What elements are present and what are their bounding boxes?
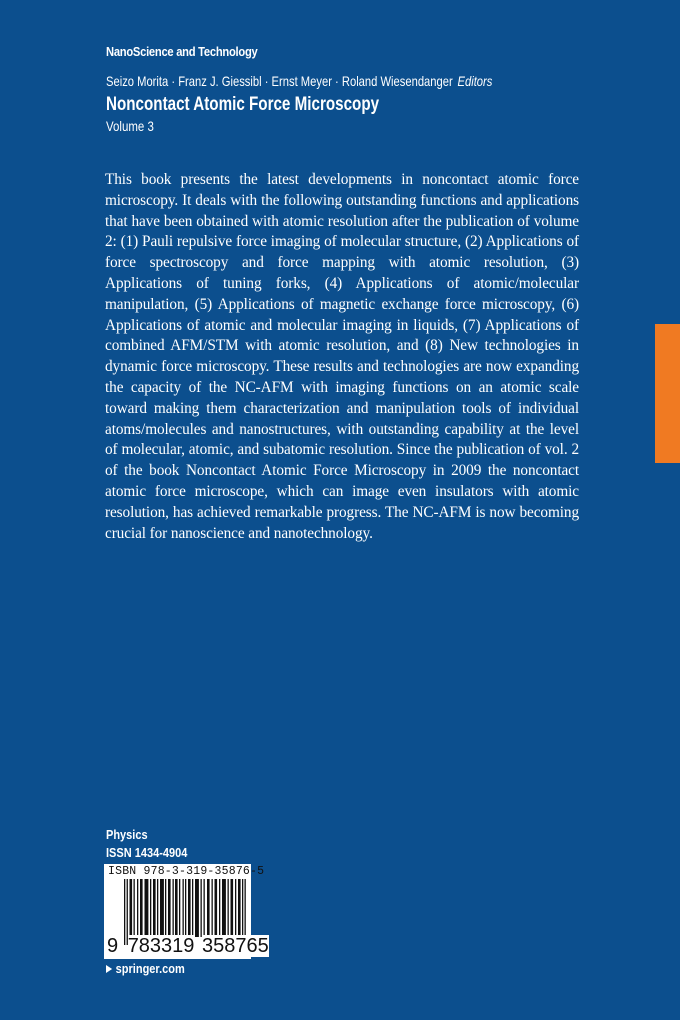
isbn-text: ISBN 978-3-319-35876-5 bbox=[108, 865, 265, 878]
orange-accent-tab bbox=[655, 324, 680, 463]
series-name: NanoScience and Technology bbox=[106, 44, 258, 59]
publisher-link-text: springer.com bbox=[115, 962, 185, 976]
subject-label: Physics bbox=[106, 828, 148, 842]
editors-line bbox=[106, 73, 492, 89]
ean-digits bbox=[107, 935, 269, 957]
issn-label: ISSN 1434-4904 bbox=[106, 846, 188, 860]
ean-first-digit: 9 bbox=[107, 935, 119, 957]
author-names: Seizo Morita · Franz J. Giessibl · Ernst Meyer · Roland Wiesendanger bbox=[106, 73, 453, 89]
ean-group-1: 783319 bbox=[127, 935, 195, 957]
volume-label: Volume 3 bbox=[106, 118, 154, 134]
publisher-link[interactable] bbox=[106, 962, 185, 976]
play-arrow-icon bbox=[106, 965, 112, 973]
book-description: This book presents the latest developments in noncontact atomic force microscopy. It deals with the following outstanding functions and applications that have been obtained with atomic resolution after the publication of volume 2: (1) Pauli repulsive force imaging of molecular structure, (2) Applications of force spectroscopy and force mapping with atomic resolution, (3) Applications of tuning forks, (4) Applications of atomic/molecular manipulation, (5) Applications of magnetic exchange force microscopy, (6) Applications of atomic and molecular imaging in liquids, (7) Applications of combined AFM/STM with atomic resolution, and (8) New technologies in dynamic force microscopy. These results and technologies are now expanding the capacity of the NC-AFM with imaging functions on an atomic scale toward making them characterization and manipulation tools of individual atoms/molecules and nanostructures, with outstanding capability at the level of molecular, atomic, and subatomic resolution. Since the publication of vol. 2 of the book Noncontact Atomic Force Microscopy in 2009 the noncontact atomic force microscope, which can image even insulators with atomic resolution, has achieved remarkable progress. The NC-AFM is now becoming crucial for nanoscience and nanotechnology. bbox=[105, 171, 579, 542]
barcode-box bbox=[104, 864, 269, 959]
editors-label: Editors bbox=[457, 73, 493, 89]
book-title: Noncontact Atomic Force Microscopy bbox=[106, 94, 380, 115]
ean-group-2: 358765 bbox=[202, 935, 269, 957]
